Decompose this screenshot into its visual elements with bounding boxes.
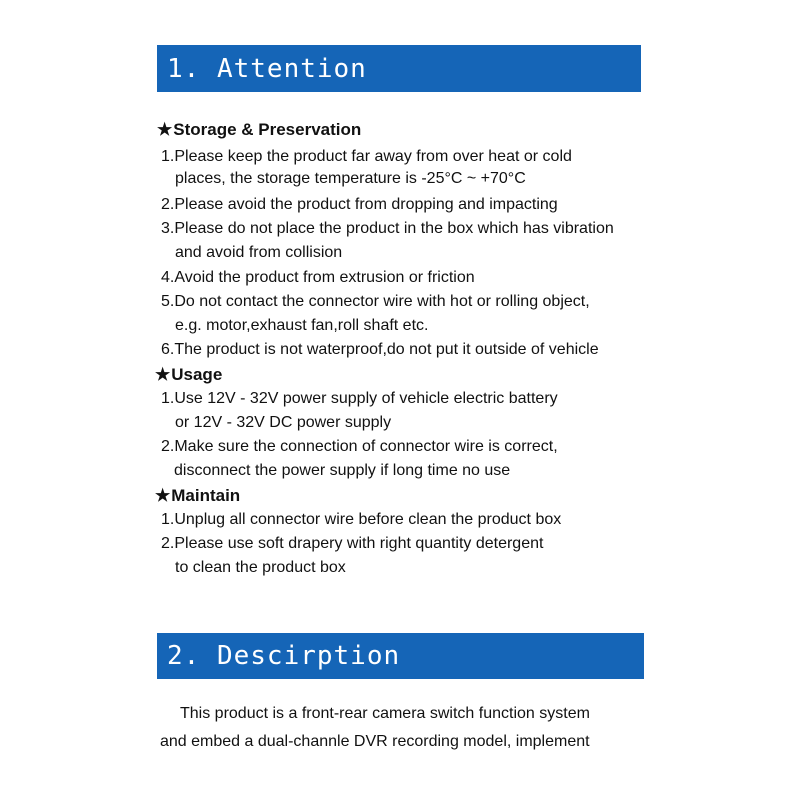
usage-line: disconnect the power supply if long time no use bbox=[174, 462, 511, 479]
storage-line: and avoid from collision bbox=[175, 244, 343, 261]
usage-line: or 12V - 32V DC power supply bbox=[175, 414, 392, 431]
star-icon: ★ bbox=[157, 120, 173, 139]
storage-heading bbox=[157, 120, 361, 140]
star-icon: ★ bbox=[155, 365, 171, 384]
usage-line: 1.Use 12V - 32V power supply of vehicle electric battery bbox=[161, 390, 558, 407]
section-2-title: 2. Descirption bbox=[167, 641, 401, 671]
usage-line: 2.Make sure the connection of connector wire is correct, bbox=[161, 438, 558, 455]
storage-line: 2.Please avoid the product from dropping and impacting bbox=[161, 196, 558, 213]
maintain-heading bbox=[155, 486, 240, 506]
storage-line: e.g. motor,exhaust fan,roll shaft etc. bbox=[175, 317, 429, 334]
usage-heading-text: Usage bbox=[171, 365, 223, 384]
storage-line: 3.Please do not place the product in the box which has vibration bbox=[161, 220, 614, 237]
storage-line: 5.Do not contact the connector wire with hot or rolling object, bbox=[161, 293, 590, 310]
storage-line: 6.The product is not waterproof,do not put it outside of vehicle bbox=[161, 341, 599, 358]
usage-heading bbox=[155, 365, 222, 385]
storage-line: places, the storage temperature is -25°C ~ +70°C bbox=[175, 170, 526, 187]
storage-line: 4.Avoid the product from extrusion or friction bbox=[161, 269, 475, 286]
section-1-banner bbox=[157, 45, 641, 92]
maintain-heading-text: Maintain bbox=[171, 486, 241, 505]
star-icon: ★ bbox=[155, 486, 171, 505]
storage-line: 1.Please keep the product far away from over heat or cold bbox=[161, 148, 572, 165]
maintain-line: 2.Please use soft drapery with right quantity detergent bbox=[161, 535, 544, 552]
section-2-banner bbox=[157, 633, 644, 679]
maintain-line: 1.Unplug all connector wire before clean the product box bbox=[161, 511, 562, 528]
section-1-title: 1. Attention bbox=[167, 53, 367, 84]
maintain-line: to clean the product box bbox=[175, 559, 346, 576]
description-line: and embed a dual-channle DVR recording model, implement bbox=[160, 733, 590, 750]
description-line: This product is a front-rear camera switch function system bbox=[180, 705, 590, 722]
storage-heading-text: Storage & Preservation bbox=[173, 120, 362, 139]
